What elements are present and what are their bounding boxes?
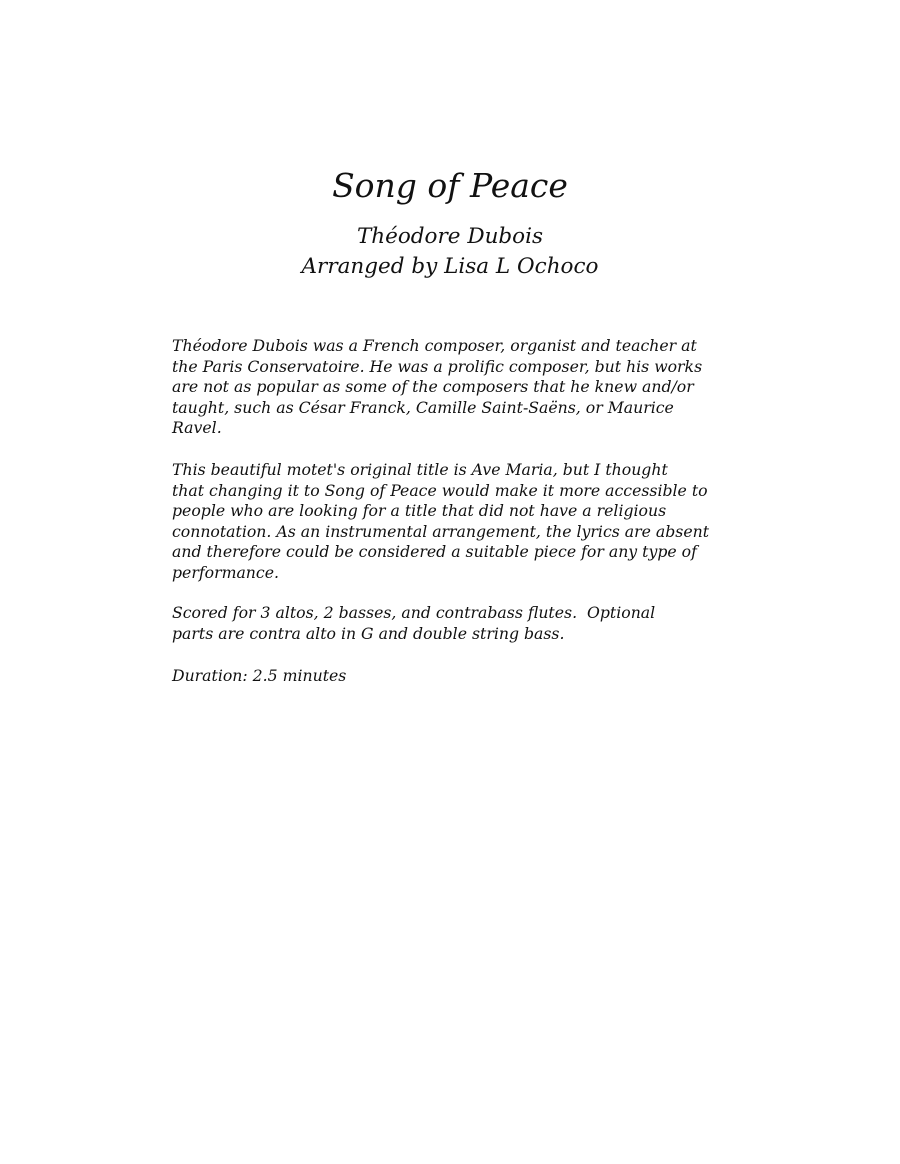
scoring-paragraph — [172, 603, 655, 644]
text-line: connotation. As an instrumental arrangement, the lyrics are absent — [172, 521, 710, 541]
text-line: the Paris Conservatoire. He was a prolific composer, but his works — [172, 356, 703, 376]
page-title: Song of Peace — [332, 166, 568, 205]
text-line: Théodore Dubois was a French composer, organist and teacher at — [172, 336, 697, 355]
text-line: that changing it to Song of Peace would make it more accessible to — [172, 480, 708, 500]
composer-credit: Théodore Dubois — [356, 224, 544, 249]
duration-paragraph — [172, 666, 346, 687]
text-line: taught, such as César Franck, Camille Saint-Saëns, or Maurice — [172, 397, 674, 417]
text-line: This beautiful motet's original title is Ave Maria, but I thought — [172, 460, 668, 479]
duration-text: Duration: 2.5 minutes — [172, 666, 347, 685]
text-line: Ravel. — [172, 418, 222, 438]
about-paragraph — [172, 460, 709, 584]
text-line: performance. — [172, 562, 279, 582]
text-line: and therefore could be considered a suitable piece for any type of — [172, 542, 697, 562]
text-line: Scored for 3 altos, 2 basses, and contrabass flutes. Optional — [172, 603, 656, 622]
text-line: are not as popular as some of the composers that he knew and/or — [172, 377, 694, 397]
bio-paragraph — [172, 336, 702, 439]
text-line: parts are contra alto in G and double string bass. — [172, 623, 565, 643]
arranger-credit: Arranged by Lisa L Ochoco — [301, 254, 599, 279]
text-line: people who are looking for a title that did not have a religious — [172, 501, 667, 521]
